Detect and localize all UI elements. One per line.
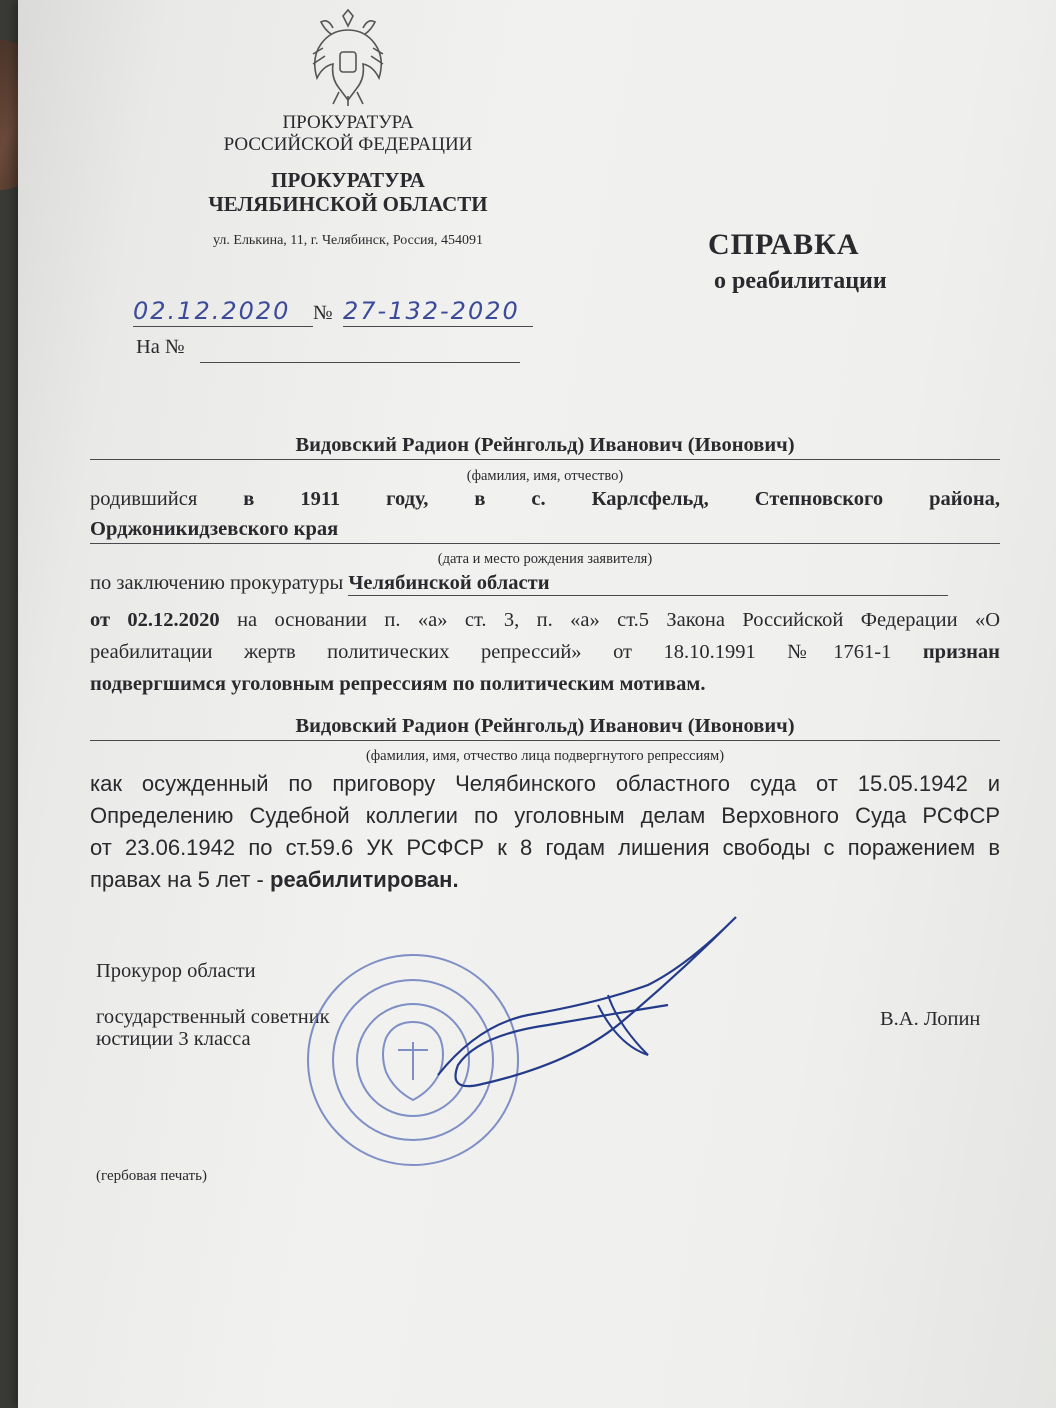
seal-caption: (гербовая печать) bbox=[96, 1168, 207, 1184]
reference-label: На № bbox=[136, 336, 185, 358]
applicant-name: Видовский Радион (Рейнгольд) Иванович (Ивонович) bbox=[90, 434, 1000, 460]
document-page bbox=[18, 0, 1056, 1408]
prosecutor-general-name: ПРОКУРАТУРА РОССИЙСКОЙ ФЕДЕРАЦИИ bbox=[223, 112, 473, 155]
coat-of-arms-emblem bbox=[303, 8, 393, 108]
signer-rank: государственный советник юстиции 3 класса bbox=[96, 1006, 330, 1050]
regional-prosecutor-name: ПРОКУРАТУРА ЧЕЛЯБИНСКОЙ ОБЛАСТИ bbox=[208, 168, 488, 217]
reference-blank-line bbox=[200, 362, 520, 363]
repressed-name-caption: (фамилия, имя, отчество лица подвергнутого репрессиям) bbox=[365, 748, 725, 764]
address: ул. Елькина, 11, г. Челябинск, Россия, 454091 bbox=[213, 233, 483, 248]
handwritten-signature bbox=[418, 905, 758, 1105]
sentence-paragraph: как осужденный по приговору Челябинского областного суда от 15.05.1942 и Определению Судебной коллегии по уголовным делам Верховного Суда РСФСР от 23.06.1942 по ст.59.6 УК РСФСР к 8 годам лишения свободы с поражением в правах на 5 лет - реабилитирован. bbox=[90, 771, 1000, 892]
birth-caption: (дата и место рождения заявителя) bbox=[437, 551, 653, 567]
birth-row: родившийся в 1911 году, в с. Карлсфельд, Степновского района, bbox=[90, 488, 1001, 510]
applicant-name-caption: (фамилия, имя, отчество) bbox=[466, 468, 624, 484]
legal-basis-paragraph: от 02.12.2020 на основании п. «а» ст. 3, п. «а» ст.5 Закона Российской Федерации «О реабилитации жертв политических репрессий» от 18.10.1991 №1761-1 признан подвергшимся уголовным репрессиям по политическим мотивам. bbox=[90, 609, 1001, 695]
document-title: СПРАВКА bbox=[708, 228, 860, 261]
conclusion-row: по заключению прокуратуры Челябинской области bbox=[90, 572, 1000, 596]
signer-position: Прокурор области bbox=[96, 960, 256, 982]
number-sign: № bbox=[313, 302, 333, 324]
date-number-row bbox=[133, 296, 533, 332]
signer-name: В.А. Лопин bbox=[880, 1008, 981, 1030]
repressed-person-name: Видовский Радион (Рейнгольд) Иванович (Ивонович) bbox=[90, 715, 1000, 741]
document-date: 02.12.2020 bbox=[133, 296, 313, 327]
document-number: 27-132-2020 bbox=[343, 296, 533, 327]
birth-region: Орджоникидзевского края bbox=[90, 518, 1000, 544]
document-subtitle: о реабилитации bbox=[714, 268, 887, 294]
